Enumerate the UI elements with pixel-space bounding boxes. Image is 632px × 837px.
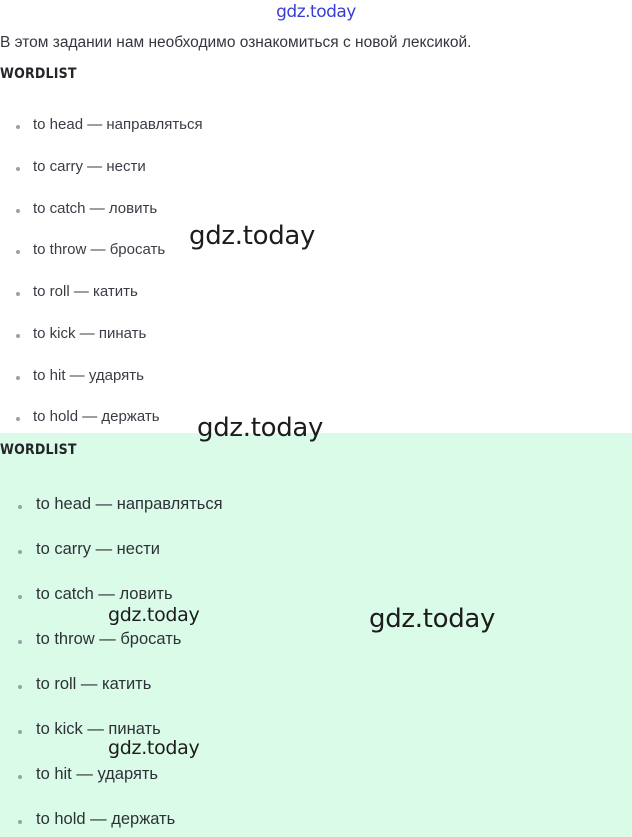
bullet-icon bbox=[18, 595, 22, 599]
list-item-text: to throw — бросать bbox=[36, 630, 182, 648]
bullet-icon bbox=[18, 550, 22, 554]
bullet-icon bbox=[18, 685, 22, 689]
wordlist-heading: WORDLIST bbox=[0, 442, 77, 458]
wordlist-highlight-block bbox=[0, 433, 632, 837]
watermark-text: gdz.today bbox=[189, 221, 316, 251]
list-item-text: to carry — нести bbox=[36, 540, 160, 558]
watermark-text: gdz.today bbox=[108, 604, 200, 626]
bullet-icon bbox=[18, 820, 22, 824]
list-item-text: to head — направляться bbox=[36, 495, 223, 513]
watermark-text: gdz.today bbox=[108, 737, 200, 759]
list-item-text: to catch — ловить bbox=[36, 585, 173, 603]
bullet-icon bbox=[16, 292, 20, 296]
list-item-text: to kick — пинать bbox=[36, 720, 161, 738]
list-item-text: to hit — ударять bbox=[33, 367, 144, 384]
bullet-icon bbox=[16, 376, 20, 380]
list-item-text: to catch — ловить bbox=[33, 200, 158, 217]
bullet-icon bbox=[16, 250, 20, 254]
bullet-icon bbox=[16, 209, 20, 213]
intro-text: В этом задании нам необходимо ознакомиться с новой лексикой. bbox=[0, 34, 472, 51]
bullet-icon bbox=[18, 730, 22, 734]
bullet-icon bbox=[18, 505, 22, 509]
site-watermark-logo: gdz.today bbox=[276, 2, 356, 22]
list-item-text: to hold — держать bbox=[36, 810, 176, 828]
bullet-icon bbox=[16, 125, 20, 129]
list-item-text: to throw — бросать bbox=[33, 241, 166, 258]
bullet-icon bbox=[18, 640, 22, 644]
bullet-icon bbox=[16, 417, 20, 421]
list-item-text: to hold — держать bbox=[33, 408, 160, 425]
bullet-icon bbox=[16, 334, 20, 338]
bullet-icon bbox=[18, 775, 22, 779]
watermark-text: gdz.today bbox=[197, 413, 324, 443]
bullet-icon bbox=[16, 167, 20, 171]
wordlist-heading: WORDLIST bbox=[0, 66, 77, 82]
watermark-text: gdz.today bbox=[369, 604, 496, 634]
list-item-text: to kick — пинать bbox=[33, 325, 147, 342]
list-item-text: to roll — катить bbox=[36, 675, 152, 693]
wordlist-2 bbox=[0, 433, 632, 837]
list-item-text: to hit — ударять bbox=[36, 765, 159, 783]
list-item-text: to carry — нести bbox=[33, 158, 146, 175]
list-item-text: to roll — катить bbox=[33, 283, 138, 300]
list-item-text: to head — направляться bbox=[33, 116, 203, 133]
